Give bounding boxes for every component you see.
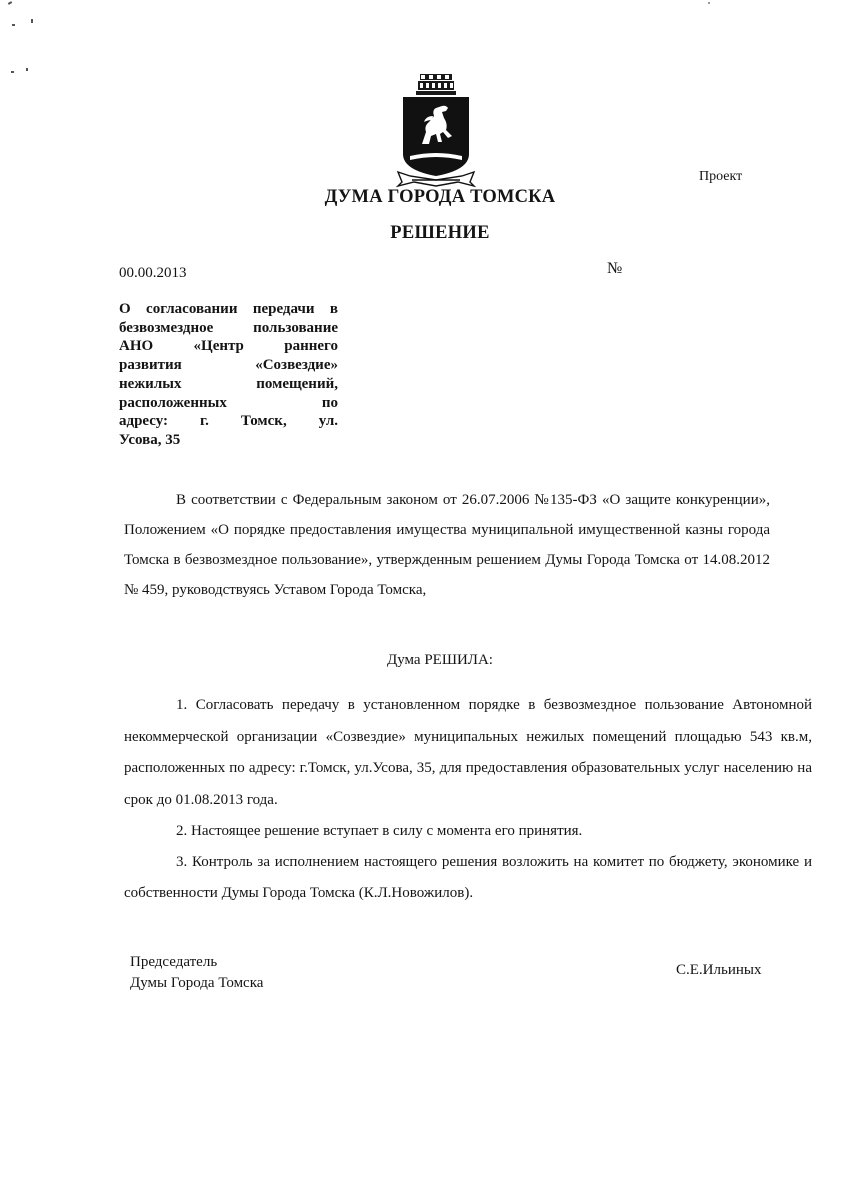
resolution-item: 2. Настоящее решение вступает в силу с момента его принятия. [176, 823, 583, 839]
subject-line: нежилых помещений, [119, 375, 338, 392]
subject-line: АНО «Центр раннего [119, 338, 338, 355]
signatory-position-line: Председатель [130, 954, 218, 970]
resolved-label: Дума РЕШИЛА: [387, 652, 493, 668]
subject-line: безвозмездное пользование [119, 319, 338, 336]
resolution-items [124, 690, 812, 909]
signatory-name: С.Е.Ильиных [676, 962, 762, 978]
subject-line: адресу: г. Томск, ул. [119, 413, 338, 430]
subject-line: развития «Созвездие» [119, 357, 338, 374]
project-label: Проект [699, 169, 743, 184]
tomsk-coat-of-arms-icon [396, 72, 476, 190]
decision-subject [119, 300, 338, 450]
document-type-heading: РЕШЕНИЕ [390, 223, 490, 243]
council-title: ДУМА ГОРОДА ТОМСКА [324, 187, 556, 207]
subject-line: расположенных по [119, 394, 338, 411]
preamble [124, 485, 770, 605]
resolution-item: 1. Согласовать передачу в установленном порядке в безвозмездное пользование Автономной некоммерческой организации «Созвездие» муниципальных нежилых помещений площадью 543 кв.м, расположенных по адресу: г.Томск, ул.Усова, 35, для предоставления образовательных услуг населению на срок до 01.08.2013 года. [124, 697, 812, 808]
subject-line: Усова, 35 [119, 431, 181, 448]
document-date: 00.00.2013 [119, 265, 187, 281]
resolution-item: 3. Контроль за исполнением настоящего решения возложить на комитет по бюджету, экономике и собственности Думы Города Томска (К.Л.Новожилов). [124, 854, 812, 901]
signatory-position-line: Думы Города Томска [130, 975, 264, 991]
subject-line: О согласовании передачи в [119, 301, 338, 317]
signatory-position [130, 952, 263, 994]
preamble-paragraph: В соответствии с Федеральным законом от 26.07.2006 №135-ФЗ «О защите конкуренции», Положением «О порядке предоставления имущества муниципальной имущественной казны города Томска в безвозмездное пользование», утвержденным решением Думы Города Томска от 14.08.2012 № 459, руководствуясь Уставом Города Томска, [124, 492, 770, 598]
document-number-label: № [607, 260, 623, 277]
